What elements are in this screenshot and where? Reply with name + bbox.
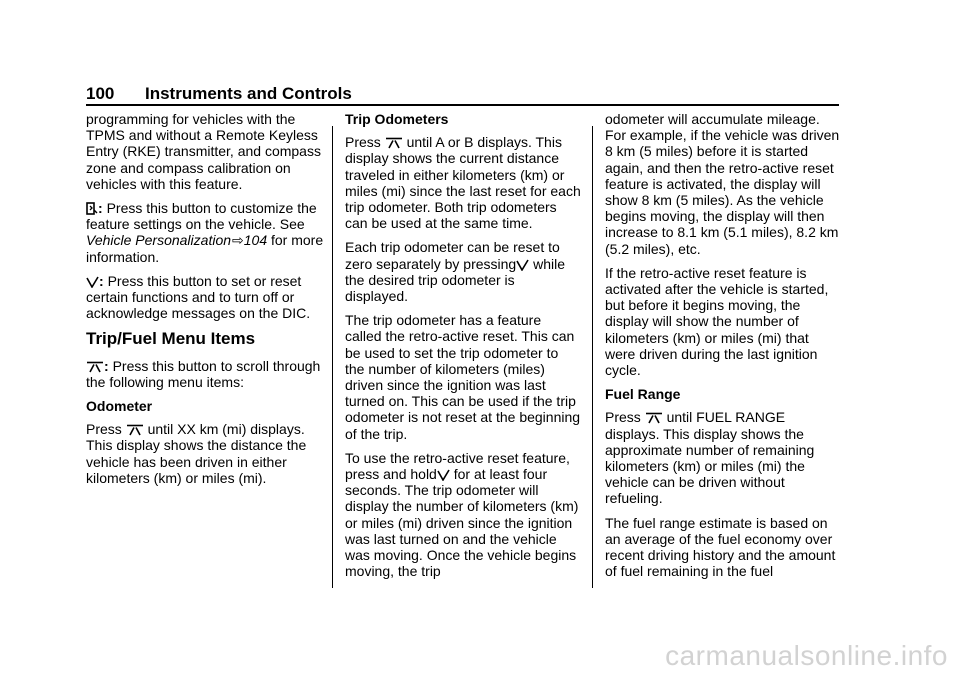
paragraph — [345, 134, 581, 231]
trip-fuel-button-icon — [385, 137, 403, 149]
text: Press this button to set or reset certain functions and to turn off or acknowledge messages on the DIC. — [86, 272, 311, 322]
paragraph — [345, 450, 581, 580]
page-number: 100 — [86, 84, 115, 103]
column-2 — [345, 111, 581, 587]
trip-fuel-button-icon — [86, 361, 104, 373]
column-divider — [592, 126, 593, 588]
text: Press this button to scroll through the following menu items: — [86, 357, 321, 390]
text: Each trip odometer can be reset to zero separately by pressing — [345, 239, 560, 272]
paragraph — [86, 421, 324, 486]
trip-fuel-button-icon — [645, 412, 663, 424]
page-header — [86, 84, 839, 106]
column-divider — [332, 126, 333, 588]
paragraph — [86, 200, 324, 265]
checkmark-icon — [437, 469, 450, 481]
heading-odometer: Odometer — [86, 398, 153, 415]
customize-button-icon — [86, 202, 98, 215]
checkmark-icon — [86, 276, 99, 288]
text: Press — [605, 409, 641, 426]
section-title: Instruments and Controls — [145, 84, 352, 103]
text: Press this button to customize the feature settings on the vehicle. See — [86, 200, 317, 233]
column-3 — [605, 111, 841, 587]
column-1 — [86, 111, 324, 494]
cross-reference[interactable]: Vehicle Personalization — [86, 232, 232, 249]
text: Press — [345, 134, 381, 151]
label-separator: : — [104, 357, 113, 374]
paragraph — [605, 409, 841, 506]
text: until FUEL RANGE displays. This display shows the approximate number of remaining kilometers (km) or miles (mi) the vehicle can be driven without refueling. — [605, 409, 815, 507]
paragraph — [345, 239, 581, 304]
text: while the desired trip odometer is displayed. — [345, 255, 565, 305]
paragraph: odometer will accumulate mileage. For example, if the vehicle was driven 8 km (5 miles) before it is started again, and then the retro-active reset feature is activated, the display will show 8 km (5 miles). As the vehicle begins moving, the display will then increase to 8.1 km (5.1 miles), 8.2 km (5.2 miles), etc. — [605, 111, 840, 257]
text: until A or B displays. This display shows the current distance traveled in either kilometers (km) or miles (mi) since the last reset for each trip odometer. Both trip odometers can be used at the same time. — [345, 134, 581, 232]
label-separator: : — [99, 272, 108, 289]
paragraph: programming for vehicles with the TPMS and without a Remote Keyless Entry (RKE) transmitter, and compass zone and compass calibration on vehicles with this feature. — [86, 111, 321, 192]
page-reference-arrow-icon: ⇨ — [232, 232, 244, 249]
paragraph — [86, 358, 324, 390]
paragraph — [86, 273, 324, 322]
heading-trip-fuel-menu: Trip/Fuel Menu Items — [86, 329, 256, 349]
text: until XX km (mi) displays. This display shows the distance the vehicle has been driven in either kilometers (km) or miles (mi). — [86, 421, 307, 486]
text: for more information. — [86, 232, 324, 265]
trip-fuel-button-icon — [126, 424, 144, 436]
checkmark-icon — [516, 259, 529, 271]
cross-reference-page[interactable]: 104 — [243, 232, 268, 249]
paragraph: The trip odometer has a feature called the retro-active reset. This can be used to set the trip odometer to the number of kilometers (miles) driven since the ignition was last turned on. This can be used if the trip odometer is not reset at the beginning of the trip. — [345, 312, 581, 442]
header-rule — [86, 104, 839, 106]
label-separator: : — [98, 200, 107, 217]
paragraph: The fuel range estimate is based on an average of the fuel economy over recent driving history and the amount of fuel remaining in the fuel — [605, 514, 836, 580]
paragraph: If the retro-active reset feature is activated after the vehicle is started, but before it begins moving, the display will show the number of kilometers (km) or miles (mi) that were driven during the last ignition cycle. — [605, 264, 829, 379]
text: for at least four seconds. The trip odometer will display the number of kilometers (km) or miles (mi) driven since the ignition was last turned on and the vehicle was moving. Once the vehicle begins moving, the trip — [345, 466, 579, 580]
text: Press — [86, 421, 122, 438]
heading-trip-odometers: Trip Odometers — [345, 111, 449, 127]
text: To use the retro-active reset feature, press and hold — [345, 449, 570, 483]
watermark: carmanualsonline.info — [665, 640, 948, 671]
heading-fuel-range: Fuel Range — [605, 386, 681, 403]
